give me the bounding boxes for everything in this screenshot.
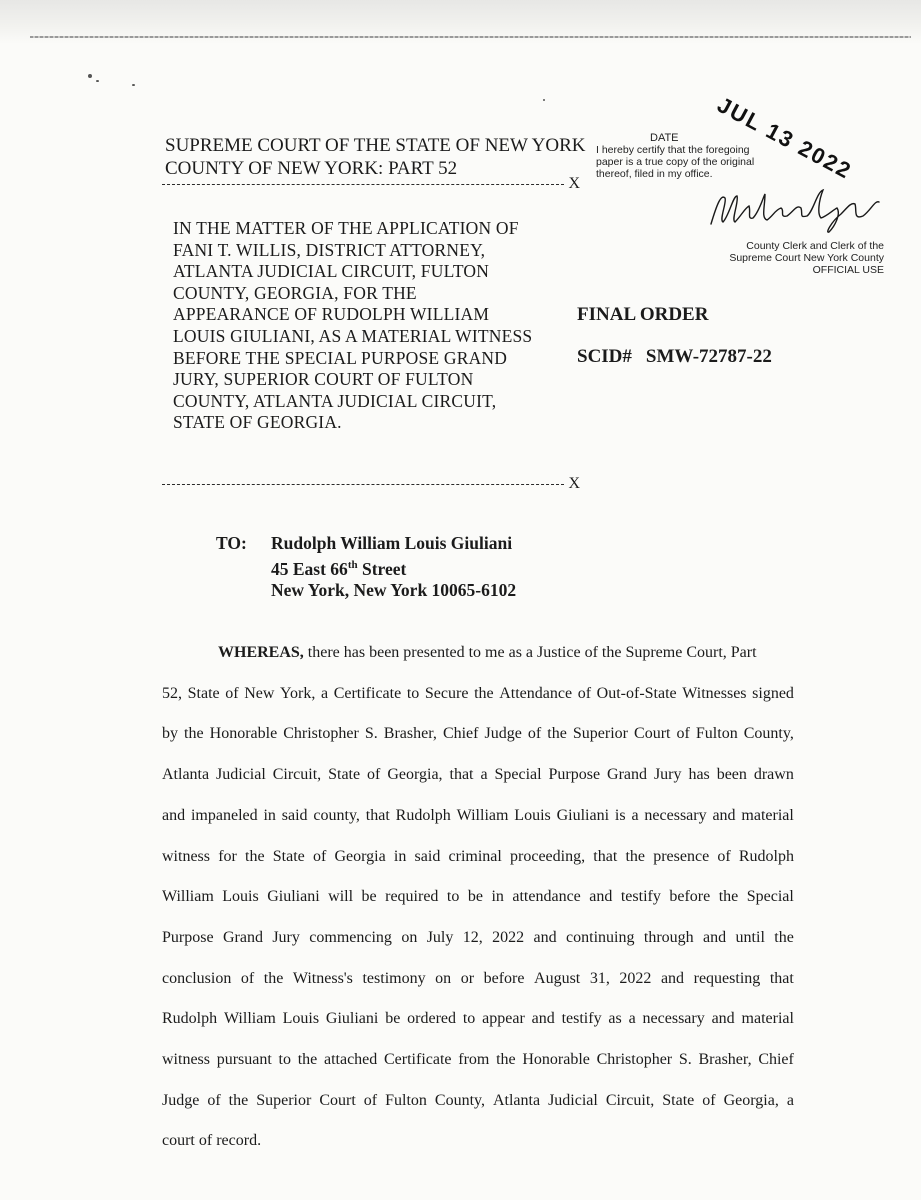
scid-label: SCID#	[577, 346, 632, 367]
body-word: witness	[162, 847, 210, 865]
body-word: proceeding,	[510, 847, 586, 865]
scan-speck	[543, 99, 545, 101]
body-word: for	[218, 847, 237, 865]
stamp-date-label: DATE	[650, 132, 679, 144]
body-word: of	[367, 766, 381, 784]
body-word: through	[643, 928, 694, 946]
body-word: said	[281, 806, 308, 824]
body-word: Judicial	[216, 766, 266, 784]
body-word: the	[184, 725, 204, 743]
clerk-line: County Clerk and Clerk of the	[746, 240, 884, 252]
body-word: that	[593, 847, 618, 865]
body-word: drawn	[753, 766, 794, 784]
body-word: Court	[634, 725, 671, 743]
body-word: State	[187, 684, 220, 702]
body-word: Witness's	[292, 969, 353, 987]
body-word: Circuit,	[272, 766, 322, 784]
body-word: Chief	[758, 1051, 794, 1069]
body-word: Judge	[162, 1091, 200, 1109]
dashed-rule	[162, 184, 564, 186]
body-word: or	[460, 969, 475, 987]
body-word: Court	[319, 1091, 356, 1109]
body-word: 52,	[162, 684, 182, 702]
body-word: of	[702, 1091, 716, 1109]
body-word: to	[406, 684, 420, 702]
cert-line: I hereby certify that the foregoing	[596, 144, 750, 156]
body-word: pursuant	[216, 1051, 272, 1069]
body-word: Georgia,	[723, 1091, 779, 1109]
body-word: S.	[678, 1051, 692, 1069]
matter-line: IN THE MATTER OF THE APPLICATION OF	[173, 218, 519, 238]
body-word: Purpose	[548, 766, 601, 784]
body-word: ordered	[407, 1010, 456, 1028]
body-word: Honorable	[209, 725, 278, 743]
body-word: August	[534, 969, 581, 987]
document-title: FINAL ORDER	[577, 304, 709, 325]
body-word: testify	[620, 888, 661, 906]
body-line	[162, 1121, 794, 1162]
to-label: TO:	[216, 533, 247, 553]
matter-line: ATLANTA JUDICIAL CIRCUIT, FULTON	[173, 261, 490, 282]
body-word: Giuliani	[267, 888, 320, 906]
body-word: State	[662, 1091, 695, 1109]
body-word: Fulton	[385, 1091, 427, 1109]
body-word: that	[449, 766, 474, 784]
body-word: testify	[561, 1010, 602, 1028]
body-word: Out-of-State	[596, 684, 677, 702]
body-word: Rudolph	[162, 1010, 218, 1028]
body-word: the	[228, 1091, 249, 1109]
body-word: in	[263, 806, 276, 824]
body-word: and	[589, 888, 613, 906]
body-word: presence	[653, 847, 710, 865]
clerk-line: OFFICIAL USE	[812, 264, 884, 276]
cert-line: paper is a true copy of the original	[596, 156, 755, 168]
body-word: court of record.	[162, 1132, 262, 1150]
body-word: Attendance	[499, 684, 573, 702]
body-word: of	[717, 847, 731, 865]
body-word: to	[462, 1010, 476, 1028]
court-county-part: COUNTY OF NEW YORK: PART 52	[165, 158, 458, 179]
body-word: criminal	[448, 847, 502, 865]
body-word: Special	[746, 888, 794, 906]
body-word: until	[735, 928, 765, 946]
body-word: Christopher	[283, 725, 359, 743]
body-word: William	[456, 806, 509, 824]
body-word: Rudolph	[738, 847, 794, 865]
body-word: Louis	[222, 888, 259, 906]
body-line	[162, 1040, 794, 1081]
body-word: and	[533, 928, 557, 946]
body-word: the	[297, 1051, 318, 1069]
whereas-lead: WHEREAS,	[218, 644, 304, 661]
body-word: 2022	[619, 969, 652, 987]
body-word: material	[741, 806, 794, 824]
separator-x: X	[568, 175, 580, 192]
body-word: Georgia,	[387, 766, 443, 784]
body-line	[162, 633, 794, 674]
body-word: continuing	[566, 928, 635, 946]
body-word: Giuliani	[325, 1010, 379, 1028]
matter-line: STATE OF GEORGIA.	[173, 412, 342, 433]
body-word: 31,	[589, 969, 610, 987]
body-word: on	[435, 969, 452, 987]
body-line	[162, 714, 794, 755]
body-word: required	[385, 888, 439, 906]
body-word: appear	[482, 1010, 525, 1028]
body-word: on	[401, 928, 418, 946]
body-word: the	[496, 1051, 516, 1069]
body-word: a	[631, 806, 639, 824]
body-word: and	[531, 1010, 555, 1028]
clerk-signature	[705, 186, 885, 236]
matter-line: COUNTY, GEORGIA, FOR THE	[173, 282, 417, 303]
body-word: of	[240, 969, 255, 987]
body-word: commencing	[309, 928, 392, 946]
body-word: of	[527, 725, 542, 743]
body-line	[162, 877, 794, 918]
body-word: necessary	[644, 806, 707, 824]
body-word: State	[272, 847, 305, 865]
body-word: has	[688, 766, 710, 784]
body-word: Atlanta	[162, 766, 210, 784]
body-word: be	[385, 1010, 401, 1028]
body-word: Grand	[222, 928, 263, 946]
body-word: Jury	[653, 766, 682, 784]
body-word: county,	[313, 806, 360, 824]
body-line	[162, 959, 794, 1000]
body-word: of	[207, 1091, 221, 1109]
body-word: attendance	[512, 888, 581, 906]
body-word: conclusion	[162, 969, 232, 987]
body-word: to	[446, 888, 460, 906]
body-word: and	[712, 806, 736, 824]
body-word: William	[223, 1010, 276, 1028]
scan-edge-line	[30, 36, 911, 38]
address	[271, 533, 516, 601]
body-word: York,	[280, 684, 316, 702]
body-word: Brasher,	[698, 1051, 752, 1069]
certification-stamp	[596, 132, 754, 180]
body-word: Christopher	[596, 1051, 673, 1069]
body-word: of	[312, 847, 327, 865]
matter-line: APPEARANCE OF RUDOLPH WILLIAM	[173, 304, 490, 325]
caption-separator-bottom	[162, 475, 582, 495]
body-word: that	[769, 969, 794, 987]
body-word: been	[716, 766, 747, 784]
addressee-name: Rudolph William Louis Giuliani	[271, 533, 513, 553]
body-word: of	[363, 1091, 378, 1109]
body-line	[162, 1081, 794, 1122]
body-word: Certificate	[384, 1051, 452, 1069]
body-word: Giuliani	[556, 806, 610, 824]
body-word: in	[491, 888, 504, 906]
body-line	[162, 999, 794, 1040]
body-word: the	[547, 725, 567, 743]
body-word: State	[328, 766, 361, 784]
body-word: of	[225, 684, 239, 702]
body-word: a	[628, 1010, 636, 1028]
caption-separator-top	[162, 175, 582, 195]
separator-x: X	[568, 475, 580, 492]
body-word: Superior	[256, 1091, 312, 1109]
body-word: by	[162, 725, 178, 743]
body-word: Secure	[424, 684, 469, 702]
body-word: Grand	[607, 766, 647, 784]
body-word: Superior	[572, 725, 628, 743]
body-text-run: there has been presented to me as a Justice of the Supreme Court, Part	[303, 644, 757, 661]
scan-speck	[96, 80, 99, 82]
body-word: 2022	[492, 928, 525, 946]
body-word: and	[162, 806, 186, 824]
body-word: in	[393, 847, 407, 865]
body-word: from	[458, 1051, 490, 1069]
court-name: SUPREME COURT OF THE STATE OF NEW YORK	[165, 135, 586, 156]
order-body	[162, 633, 794, 1162]
matter-line: LOUIS GIULIANI, AS A MATERIAL WITNESS	[173, 325, 533, 346]
matter-caption	[173, 218, 532, 434]
matter-line: COUNTY, ATLANTA JUDICIAL CIRCUIT,	[173, 390, 497, 411]
body-word: County,	[743, 725, 794, 743]
body-word: Louis	[514, 806, 551, 824]
body-word: as	[608, 1010, 622, 1028]
body-word: be	[467, 888, 483, 906]
body-line	[162, 796, 794, 837]
body-word: Fulton	[695, 725, 738, 743]
body-word: will	[328, 888, 354, 906]
body-word: July	[426, 928, 454, 946]
body-word: and	[703, 928, 727, 946]
body-line	[162, 837, 794, 878]
body-line	[162, 755, 794, 796]
addressee-city: New York, New York 10065-6102	[271, 579, 517, 600]
body-word: impaneled	[190, 806, 258, 824]
body-word: County,	[434, 1091, 485, 1109]
body-word: of	[676, 725, 690, 743]
stamp-date: JUL 13 2022	[713, 92, 857, 184]
body-word: be	[361, 888, 377, 906]
body-word: the	[245, 847, 265, 865]
body-word: necessary	[642, 1010, 705, 1028]
body-word: 12,	[462, 928, 483, 946]
body-line	[162, 674, 794, 715]
scid-line	[577, 346, 772, 368]
body-word: Circuit,	[605, 1091, 655, 1109]
body-word: Jury	[272, 928, 300, 946]
body-word: the	[474, 684, 494, 702]
body-word: Witnesses	[682, 684, 747, 702]
body-word: testimony	[362, 969, 426, 987]
matter-line: JURY, SUPERIOR COURT OF FULTON	[173, 369, 474, 390]
body-word: of	[577, 684, 592, 702]
body-word: a	[786, 1091, 794, 1109]
body-line	[162, 918, 794, 959]
body-word: the	[263, 969, 284, 987]
body-word: William	[162, 888, 214, 906]
body-word: Georgia	[334, 847, 386, 865]
body-word: is	[614, 806, 626, 824]
body-word: material	[741, 1010, 794, 1028]
body-word: Rudolph	[395, 806, 451, 824]
body-word: a	[480, 766, 488, 784]
body-word: that	[365, 806, 390, 824]
body-word: Atlanta	[492, 1091, 541, 1109]
body-word: the	[625, 847, 646, 865]
body-word: Judge	[484, 725, 522, 743]
body-word: Honorable	[522, 1051, 590, 1069]
scid-number: SMW-72787-22	[645, 346, 772, 367]
body-word: Certificate	[333, 684, 402, 702]
body-word: Special	[494, 766, 542, 784]
body-word: Purpose	[162, 928, 214, 946]
body-word: Judicial	[548, 1091, 598, 1109]
body-word: Louis	[282, 1010, 320, 1028]
body-word: before	[669, 888, 711, 906]
body-word: said	[414, 847, 441, 865]
body-word: to	[278, 1051, 291, 1069]
dashed-rule	[162, 484, 564, 486]
body-word: New	[244, 684, 275, 702]
body-word: Chief	[442, 725, 479, 743]
body-word: witness	[162, 1051, 210, 1069]
body-word: a	[320, 684, 329, 702]
body-word: and	[711, 1010, 735, 1028]
body-word: the	[774, 928, 794, 946]
body-word: before	[483, 969, 525, 987]
matter-line: BEFORE THE SPECIAL PURPOSE GRAND	[173, 347, 508, 368]
body-word: and	[660, 969, 685, 987]
court-caption	[165, 134, 605, 180]
clerk-block	[714, 240, 884, 276]
body-word: requesting	[693, 969, 761, 987]
body-word: Brasher,	[383, 725, 437, 743]
cert-line: thereof, filed in my office.	[596, 168, 713, 180]
scan-speck	[132, 84, 135, 86]
body-word: attached	[323, 1051, 378, 1069]
scan-speck	[88, 74, 92, 78]
matter-line: FANI T. WILLIS, DISTRICT ATTORNEY,	[173, 239, 486, 260]
addressee-street: 45 East 66th Street	[271, 558, 407, 579]
clerk-line: Supreme Court New York County	[729, 252, 884, 264]
body-word: signed	[752, 684, 794, 702]
body-word: S.	[364, 725, 378, 743]
body-word: the	[718, 888, 739, 906]
